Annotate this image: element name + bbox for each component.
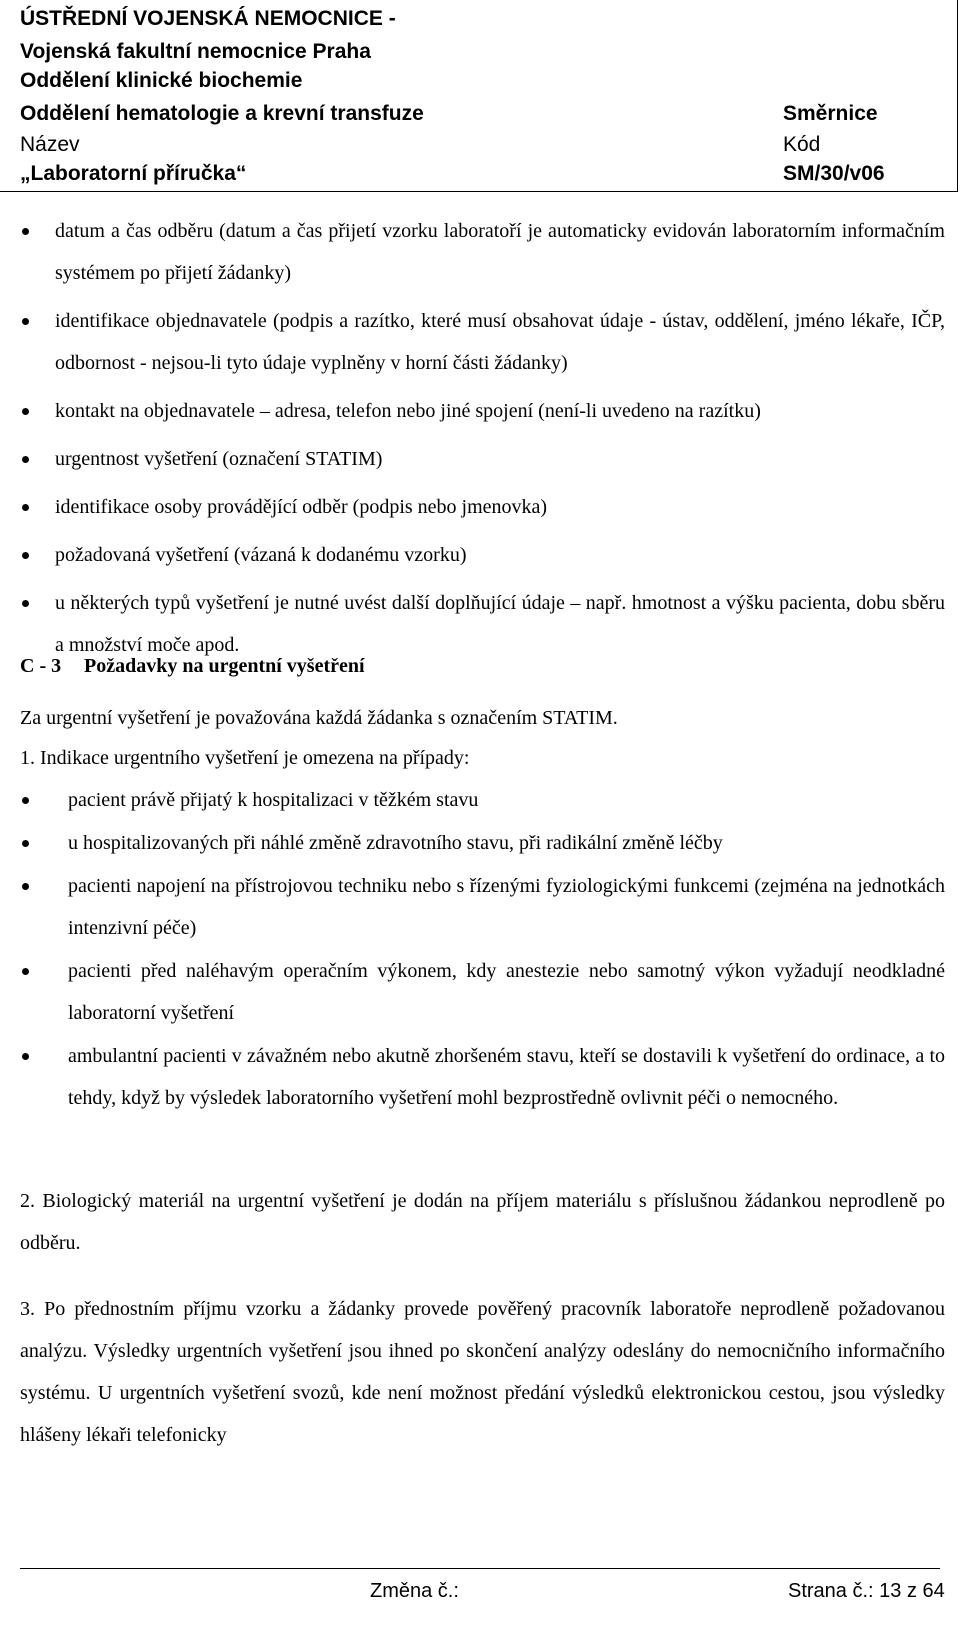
doc-type: Směrnice [783, 102, 878, 125]
list-item: ambulantní pacienti v závažném nebo akutně zhoršeném stavu, kteří se dostavili k vyšetření do ordinace, a to tehdy, když by výsledek laboratorního vyšetření mohl bezprostředně ovlivnit péči o nemocného. [0, 1035, 945, 1119]
section-title: Požadavky na urgentní vyšetření [84, 655, 365, 677]
section-heading [20, 645, 365, 687]
bullet-icon [22, 968, 29, 975]
bullet-icon [22, 228, 29, 235]
urgent-cases-list [0, 779, 960, 1120]
point-1: 1. Indikace urgentního vyšetření je omezena na případy: [20, 747, 470, 769]
doc-code: SM/30/v06 [783, 162, 885, 185]
bullet-icon [22, 408, 29, 415]
list-item: identifikace osoby provádějící odběr (podpis nebo jmenovka) [0, 486, 945, 528]
name-label: Název [20, 133, 80, 156]
hospital-subname: Vojenská fakultní nemocnice Praha [20, 40, 371, 63]
bullet-icon [22, 1053, 29, 1060]
bullet-icon [22, 840, 29, 847]
list-item: pacienti napojení na přístrojovou techniku nebo s řízenými fyziologickými funkcemi (zejména na jednotkách intenzivní péče) [0, 865, 945, 949]
list-item: u hospitalizovaných při náhlé změně zdravotního stavu, při radikální změně léčby [0, 822, 945, 864]
list-item: identifikace objednavatele (podpis a razítko, které musí obsahovat údaje - ústav, oddělení, jméno lékaře, IČP, odbornost - nejsou-li tyto údaje vyplněny v horní části žádanky) [0, 300, 945, 384]
doc-name: „Laboratorní příručka“ [20, 162, 247, 185]
point-3: 3. Po přednostním příjmu vzorku a žádanky provede pověřený pracovník laboratoře neprodleně požadovanou analýzu. Výsledky urgentních vyšetření jsou ihned po skončení analýzy odeslány do nemocničního informačního systému. U urgentních vyšetření svozů, kde není možnost předání výsledků elektronickou cestou, jsou výsledky hlášeny lékaři telefonicky [20, 1298, 945, 1446]
code-label: Kód [783, 133, 821, 156]
list-item: pacient právě přijatý k hospitalizaci v těžkém stavu [0, 779, 945, 821]
footer-page-number: Strana č.: 13 z 64 [788, 1580, 945, 1602]
section-intro: Za urgentní vyšetření je považována každá žádanka s označením STATIM. [20, 707, 618, 729]
header-right-rule [957, 0, 958, 192]
list-item: u některých typů vyšetření je nutné uvést další doplňující údaje – např. hmotnost a výšku pacienta, dobu sběru a množství moče apod. [0, 582, 945, 666]
list-item: urgentnost vyšetření (označení STATIM) [0, 438, 945, 480]
document-header [0, 0, 960, 193]
header-bottom-rule [0, 191, 958, 192]
department-hematology: Oddělení hematologie a krevní transfuze [20, 102, 424, 125]
footer-change: Změna č.: [370, 1580, 459, 1602]
bullet-icon [22, 318, 29, 325]
bullet-icon [22, 456, 29, 463]
bullet-icon [22, 600, 29, 607]
list-item: datum a čas odběru (datum a čas přijetí vzorku laboratoří je automaticky evidován laboratorním informačním systémem po přijetí žádanky) [0, 210, 945, 294]
list-item: požadovaná vyšetření (vázaná k dodanému vzorku) [0, 534, 945, 576]
footer-rule [20, 1568, 940, 1569]
department-biochemistry: Oddělení klinické biochemie [20, 69, 303, 92]
bullet-icon [22, 504, 29, 511]
requisition-fields-list [0, 210, 960, 672]
point-2: 2. Biologický materiál na urgentní vyšetření je dodán na příjem materiálu s příslušnou žádankou neprodleně po odběru. [20, 1190, 945, 1254]
bullet-icon [22, 883, 29, 890]
bullet-icon [22, 797, 29, 804]
list-item: kontakt na objednavatele – adresa, telefon nebo jiné spojení (není-li uvedeno na razítku) [0, 390, 945, 432]
list-item: pacienti před naléhavým operačním výkonem, kdy anestezie nebo samotný výkon vyžadují neodkladné laboratorní vyšetření [0, 950, 945, 1034]
section-number: C - 3 [20, 655, 62, 677]
bullet-icon [22, 552, 29, 559]
hospital-name: ÚSTŘEDNÍ VOJENSKÁ NEMOCNICE - [20, 7, 396, 30]
